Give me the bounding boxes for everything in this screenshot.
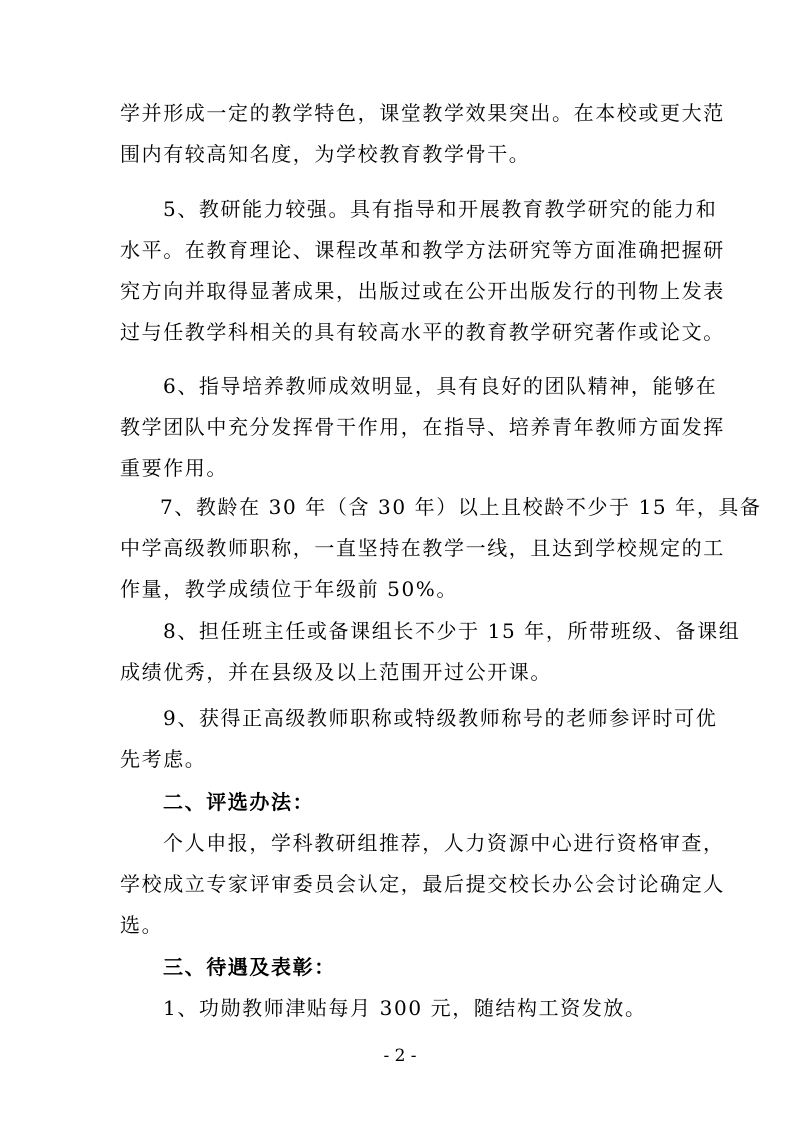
criterion-6-line-2: 教学团队中充分发挥骨干作用，在指导、培养青年教师方面发挥 bbox=[120, 415, 725, 439]
selection-method-line-1: 个人申报，学科教研组推荐，人力资源中心进行资格审查， bbox=[163, 831, 725, 855]
section-heading-selection-method: 二、评选办法： bbox=[163, 790, 315, 814]
criterion-5-line-2: 水平。在教育理论、课程改革和教学方法研究等方面准确把握研 bbox=[120, 238, 725, 262]
criterion-5-line-4: 过与任教学科相关的具有较高水平的教育教学研究著作或论文。 bbox=[120, 320, 725, 344]
criterion-8-line-1: 8、担任班主任或备课组长不少于 15 年，所带班级、备课组 bbox=[163, 619, 741, 643]
criterion-7-line-1: 7、教龄在 30 年（含 30 年）以上且校龄不少于 15 年，具备 bbox=[160, 495, 762, 519]
text-line-1: 学并形成一定的教学特色，课堂教学效果突出。在本校或更大范 bbox=[120, 101, 725, 125]
criterion-8-line-2: 成绩优秀，并在县级及以上范围开过公开课。 bbox=[120, 660, 552, 684]
criterion-9-line-1: 9、获得正高级教师职称或特级教师称号的老师参评时可优 bbox=[163, 706, 718, 730]
section-heading-benefits: 三、待遇及表彰： bbox=[163, 955, 336, 979]
criterion-5-line-1: 5、教研能力较强。具有指导和开展教育教学研究的能力和 bbox=[163, 197, 718, 221]
page-number: - 2 - bbox=[383, 1046, 417, 1066]
selection-method-line-2: 学校成立专家评审委员会认定，最后提交校长办公会讨论确定人 bbox=[120, 872, 725, 896]
text-line-2: 围内有较高知名度，为学校教育教学骨干。 bbox=[120, 142, 531, 166]
criterion-7-line-2: 中学高级教师职称，一直坚持在教学一线，且达到学校规定的工 bbox=[120, 536, 725, 560]
benefits-line-1: 1、功勋教师津贴每月 300 元，随结构工资发放。 bbox=[163, 996, 647, 1020]
criterion-6-line-3: 重要作用。 bbox=[120, 456, 228, 480]
selection-method-line-3: 选。 bbox=[120, 913, 164, 937]
criterion-5-line-3: 究方向并取得显著成果，出版过或在公开出版发行的刊物上发表 bbox=[120, 279, 725, 303]
criterion-7-line-3: 作量，教学成绩位于年级前 50%。 bbox=[120, 577, 459, 601]
criterion-6-line-1: 6、指导培养教师成效明显，具有良好的团队精神，能够在 bbox=[163, 374, 718, 398]
criterion-9-line-2: 先考虑。 bbox=[120, 747, 207, 771]
